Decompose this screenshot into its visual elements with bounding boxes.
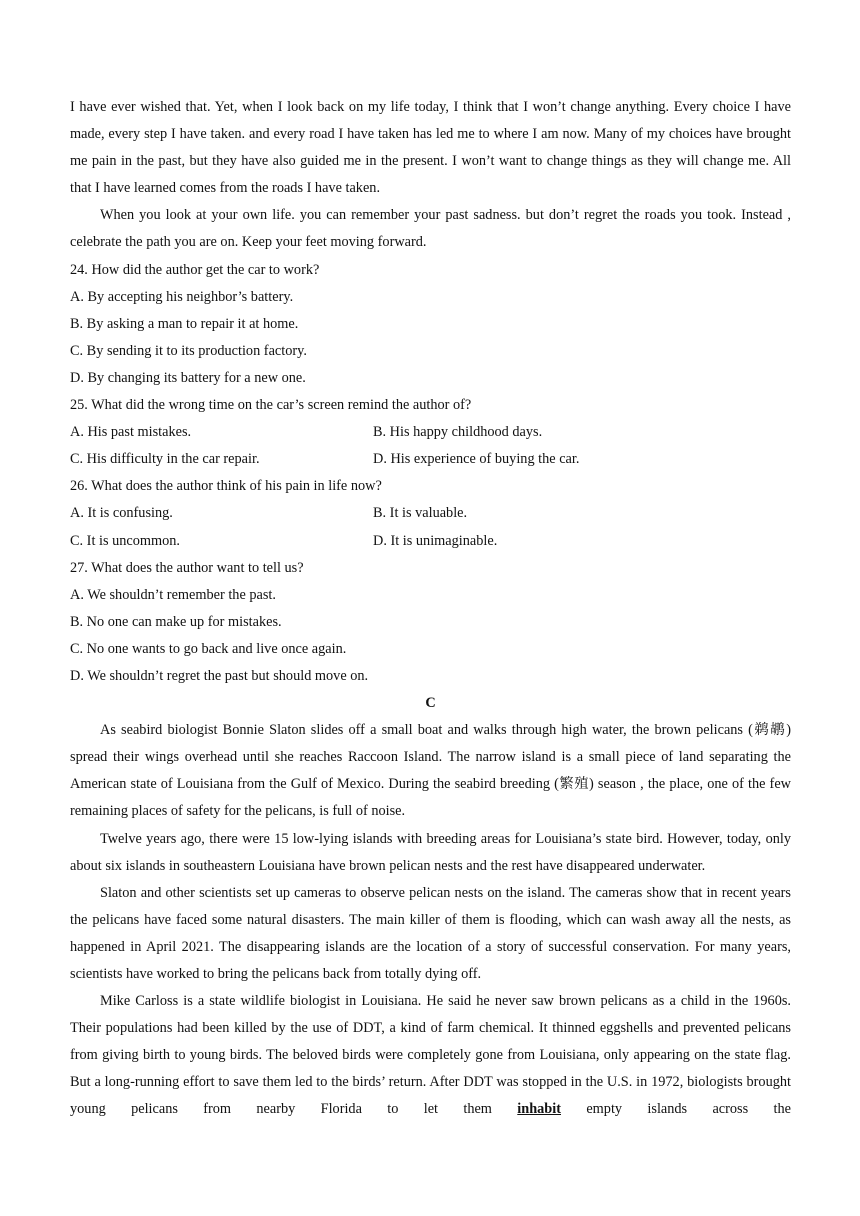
question-27 — [70, 555, 791, 690]
passage-paragraph — [70, 988, 791, 1123]
question-stem: 26. What does the author think of his pain in life now? — [70, 478, 382, 495]
option-d: D. We shouldn’t regret the past but should move on. — [70, 667, 369, 684]
option-d: D. It is unimaginable. — [373, 532, 498, 549]
option-d: D. By changing its battery for a new one. — [70, 369, 306, 386]
question-26 — [70, 473, 791, 554]
question-stem: 25. What did the wrong time on the car’s screen remind the author of? — [70, 397, 472, 414]
paragraph-text: empty islands across the — [561, 1101, 791, 1118]
section-heading: C — [425, 695, 436, 712]
question-stem: 24. How did the author get the car to work? — [70, 261, 320, 278]
paragraph-text: Mike Carloss is a state wildlife biologist in Louisiana. He said he never saw brown pelicans as a child in the 1960s. Their populations had been killed by the use of DDT, a kind of farm chemical. It thinned eggshells and prevented pelicans from giving birth to young birds. The beloved birds were completely gone from Louisiana, only appearing on the state flag. But a long-running effort to save them led to the birds’ return. After DDT was stopped in the U.S. in 1972, biologists brought young pelicans from nearby Florida to let them — [70, 993, 791, 1118]
option-d: D. His experience of buying the car. — [373, 451, 580, 468]
option-b: B. By asking a man to repair it at home. — [70, 315, 299, 332]
option-a: A. It is confusing. — [70, 505, 173, 522]
option-a: A. We shouldn’t remember the past. — [70, 586, 276, 603]
passage-paragraph: I have ever wished that. Yet, when I look back on my life today, I think that I won’t change anything. Every choice I have made, every step I have taken. and every road I have taken has led me to where I am now. Many of my choices have brought me pain in the past, but they have also guided me in the present. I won’t want to change things as they will change me. All that I have learned comes from the roads I have taken. — [70, 99, 791, 197]
option-c: C. It is uncommon. — [70, 532, 181, 549]
vocabulary-keyword: inhabit — [517, 1101, 561, 1118]
option-a: A. By accepting his neighbor’s battery. — [70, 288, 294, 305]
question-stem: 27. What does the author want to tell us? — [70, 559, 304, 576]
options-row — [70, 419, 791, 446]
passage-paragraph: When you look at your own life. you can remember your past sadness. but don’t regret the roads you took. Instead , celebrate the path you are on. Keep your feet moving forward. — [70, 207, 791, 251]
option-a: A. His past mistakes. — [70, 424, 192, 441]
passage-paragraph: Twelve years ago, there were 15 low-lying islands with breeding areas for Louisiana’s state bird. However, today, only about six islands in southeastern Louisiana have brown pelican nests and the rest have disappeared underwater. — [70, 830, 791, 874]
option-b: B. No one can make up for mistakes. — [70, 613, 282, 630]
passage-paragraph: As seabird biologist Bonnie Slaton slides off a small boat and walks through high water, the brown pelicans (鹈鹕) spread their wings overhead until she reaches Raccoon Island. The narrow island is a small piece of land separating the American state of Louisiana from the Gulf of Mexico. During the seabird breeding (繁殖) season , the place, one of the few remaining places of safety for the pelicans, is full of noise. — [70, 722, 791, 820]
passage-paragraph: Slaton and other scientists set up cameras to observe pelican nests on the island. The cameras show that in recent years the pelicans have faced some natural disasters. The main killer of them is flooding, which can wash away all the nests, as happened in April 2021. The disappearing islands are the location of a story of successful conservation. For many years, scientists have worked to bring the pelicans back from totally dying off. — [70, 884, 791, 982]
question-24 — [70, 257, 791, 392]
option-c: C. By sending it to its production factory. — [70, 342, 307, 359]
option-c: C. No one wants to go back and live once again. — [70, 640, 347, 657]
question-25 — [70, 392, 791, 473]
option-b: B. His happy childhood days. — [373, 424, 543, 441]
options-row — [70, 500, 791, 527]
options-row — [70, 446, 791, 473]
option-c: C. His difficulty in the car repair. — [70, 451, 260, 468]
page-content — [70, 94, 791, 1124]
option-b: B. It is valuable. — [373, 505, 468, 522]
options-row — [70, 528, 791, 555]
